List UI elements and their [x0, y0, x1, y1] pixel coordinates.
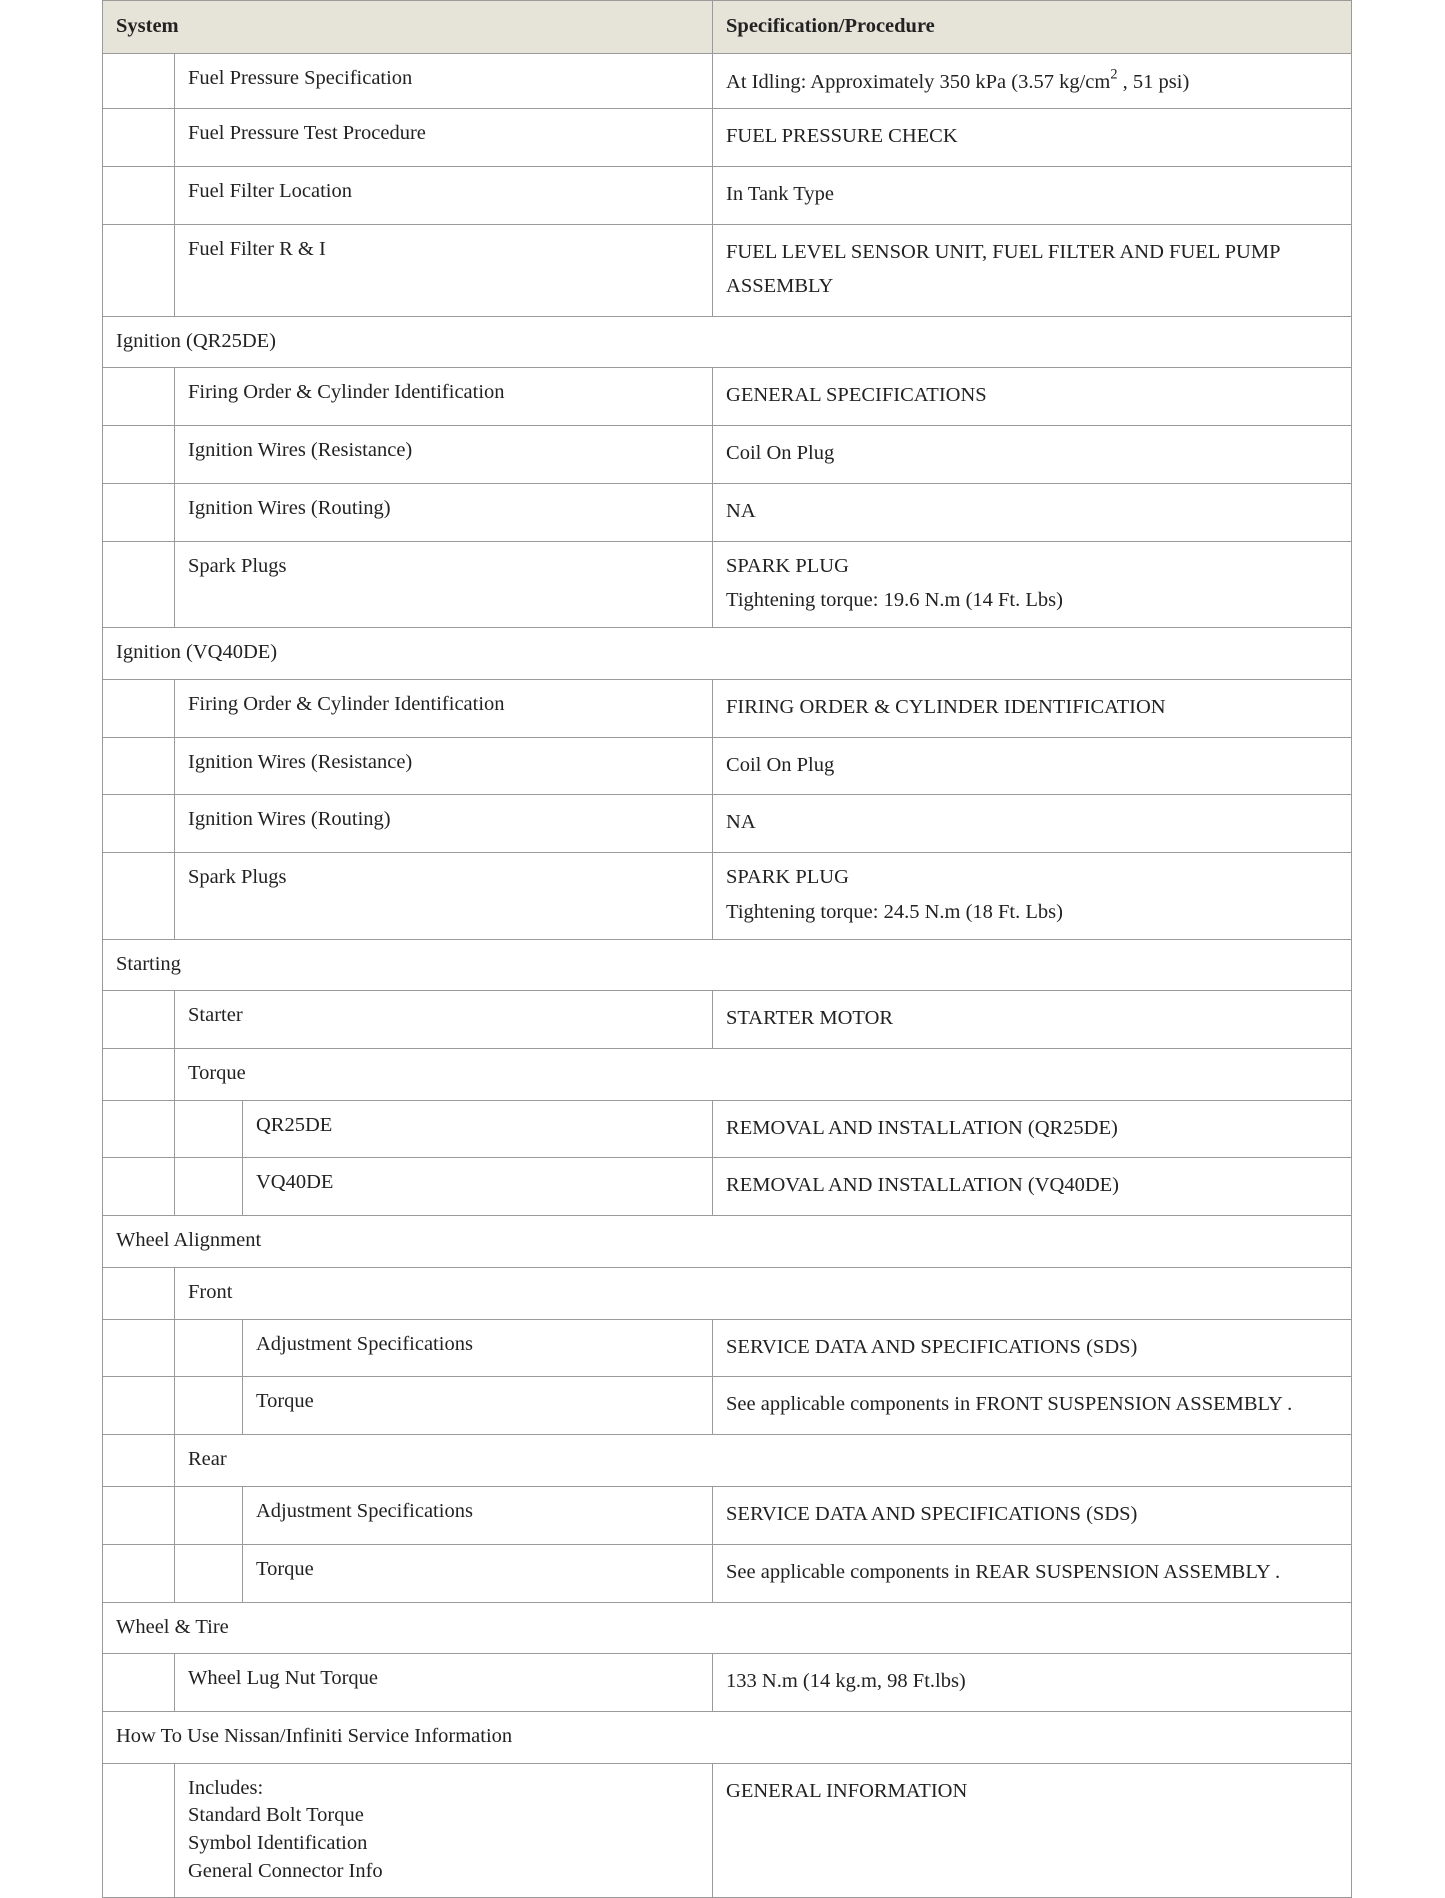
indent-cell: [103, 1319, 175, 1377]
specification-value: [713, 853, 1352, 939]
specification-value: See applicable components in FRONT SUSPENSION ASSEMBLY .: [713, 1377, 1352, 1435]
table-row: [103, 368, 1352, 426]
table-row: [103, 1654, 1352, 1712]
section-heading: How To Use Nissan/Infiniti Service Information: [103, 1712, 1352, 1764]
section-heading: Starting: [103, 939, 1352, 991]
indent-cell: [103, 853, 175, 939]
specification-value: FUEL PRESSURE CHECK: [713, 109, 1352, 167]
indent-cell: [103, 53, 175, 109]
table-row: [103, 991, 1352, 1049]
indent-cell: [175, 1377, 243, 1435]
specification-value: [713, 53, 1352, 109]
indent-cell: [103, 795, 175, 853]
specification-table-body: [103, 1, 1352, 1898]
specification-value: SERVICE DATA AND SPECIFICATIONS (SDS): [713, 1319, 1352, 1377]
specification-value: FUEL LEVEL SENSOR UNIT, FUEL FILTER AND FUEL PUMP ASSEMBLY: [713, 224, 1352, 316]
value-line: Tightening torque: 19.6 N.m (14 Ft. Lbs): [726, 589, 1063, 612]
system-item-label: Torque: [243, 1377, 713, 1435]
section-row: [103, 1435, 1352, 1487]
section-heading: Front: [175, 1267, 1352, 1319]
table-row: [103, 1158, 1352, 1216]
system-item-label: Ignition Wires (Routing): [175, 795, 713, 853]
indent-cell: [103, 1435, 175, 1487]
value-line: SPARK PLUG: [726, 866, 849, 889]
section-row: [103, 939, 1352, 991]
label-line: Standard Bolt Torque: [188, 1804, 364, 1827]
specification-value: See applicable components in REAR SUSPENSION ASSEMBLY .: [713, 1544, 1352, 1602]
table-row: [103, 1319, 1352, 1377]
table-row: [103, 167, 1352, 225]
section-heading: Torque: [175, 1048, 1352, 1100]
indent-cell: [103, 737, 175, 795]
system-item-label: Ignition Wires (Resistance): [175, 426, 713, 484]
table-row: [103, 1377, 1352, 1435]
label-line: Includes:: [188, 1776, 264, 1799]
specification-value: Coil On Plug: [713, 426, 1352, 484]
system-item-label: Torque: [243, 1544, 713, 1602]
system-item-label: Adjustment Specifications: [243, 1486, 713, 1544]
table-row: [103, 53, 1352, 109]
value-line: Tightening torque: 24.5 N.m (18 Ft. Lbs): [726, 900, 1063, 923]
specification-value: SERVICE DATA AND SPECIFICATIONS (SDS): [713, 1486, 1352, 1544]
indent-cell: [175, 1100, 243, 1158]
indent-cell: [103, 368, 175, 426]
table-row: [103, 795, 1352, 853]
section-row: [103, 316, 1352, 368]
indent-cell: [103, 1048, 175, 1100]
table-row: [103, 679, 1352, 737]
table-row: [103, 737, 1352, 795]
indent-cell: [175, 1319, 243, 1377]
specification-value: STARTER MOTOR: [713, 991, 1352, 1049]
specification-value: NA: [713, 795, 1352, 853]
table-row: [103, 224, 1352, 316]
section-row: [103, 1267, 1352, 1319]
indent-cell: [103, 1654, 175, 1712]
table-row: [103, 853, 1352, 939]
system-item-label: QR25DE: [243, 1100, 713, 1158]
specification-value: FIRING ORDER & CYLINDER IDENTIFICATION: [713, 679, 1352, 737]
indent-cell: [103, 1377, 175, 1435]
label-line: Symbol Identification: [188, 1832, 368, 1855]
value-superscript: 2: [1110, 66, 1118, 83]
system-item-label: Spark Plugs: [175, 853, 713, 939]
section-heading: Rear: [175, 1435, 1352, 1487]
section-row: [103, 1602, 1352, 1654]
label-line: General Connector Info: [188, 1859, 383, 1882]
specification-value: REMOVAL AND INSTALLATION (VQ40DE): [713, 1158, 1352, 1216]
section-row: [103, 1712, 1352, 1764]
system-item-label: Firing Order & Cylinder Identification: [175, 679, 713, 737]
indent-cell: [103, 426, 175, 484]
section-heading: Ignition (VQ40DE): [103, 628, 1352, 680]
indent-cell: [103, 1544, 175, 1602]
table-row: [103, 1763, 1352, 1898]
value-line: SPARK PLUG: [726, 554, 849, 577]
specification-value: GENERAL SPECIFICATIONS: [713, 368, 1352, 426]
indent-cell: [175, 1544, 243, 1602]
indent-cell: [103, 991, 175, 1049]
specification-value: NA: [713, 483, 1352, 541]
indent-cell: [103, 1100, 175, 1158]
system-item-label: Adjustment Specifications: [243, 1319, 713, 1377]
indent-cell: [103, 679, 175, 737]
value-text-suffix: , 51 psi): [1117, 70, 1190, 93]
indent-cell: [103, 109, 175, 167]
table-header-row: [103, 1, 1352, 54]
table-row: [103, 426, 1352, 484]
table-row: [103, 109, 1352, 167]
indent-cell: [103, 1267, 175, 1319]
section-row: [103, 1216, 1352, 1268]
system-item-label: Fuel Filter R & I: [175, 224, 713, 316]
table-row: [103, 483, 1352, 541]
table-row: [103, 541, 1352, 627]
section-heading: Ignition (QR25DE): [103, 316, 1352, 368]
value-text: At Idling: Approximately 350 kPa (3.57 kg/cm: [726, 70, 1111, 93]
system-item-label: Spark Plugs: [175, 541, 713, 627]
indent-cell: [175, 1486, 243, 1544]
section-row: [103, 1048, 1352, 1100]
table-row: [103, 1486, 1352, 1544]
system-item-label: VQ40DE: [243, 1158, 713, 1216]
table-row: [103, 1100, 1352, 1158]
header-system: System: [103, 1, 713, 54]
specification-value: 133 N.m (14 kg.m, 98 Ft.lbs): [713, 1654, 1352, 1712]
section-heading: Wheel Alignment: [103, 1216, 1352, 1268]
indent-cell: [103, 1763, 175, 1898]
system-item-label: Starter: [175, 991, 713, 1049]
section-row: [103, 628, 1352, 680]
header-specification-procedure: Specification/Procedure: [713, 1, 1352, 54]
indent-cell: [175, 1158, 243, 1216]
indent-cell: [103, 483, 175, 541]
system-item-label: Ignition Wires (Resistance): [175, 737, 713, 795]
specification-value: REMOVAL AND INSTALLATION (QR25DE): [713, 1100, 1352, 1158]
system-item-label: Ignition Wires (Routing): [175, 483, 713, 541]
specification-table: [102, 0, 1352, 1898]
system-item-label: [175, 1763, 713, 1898]
system-item-label: Fuel Pressure Test Procedure: [175, 109, 713, 167]
indent-cell: [103, 541, 175, 627]
specification-value: In Tank Type: [713, 167, 1352, 225]
specification-value: Coil On Plug: [713, 737, 1352, 795]
indent-cell: [103, 167, 175, 225]
indent-cell: [103, 1486, 175, 1544]
indent-cell: [103, 224, 175, 316]
specification-value: GENERAL INFORMATION: [713, 1763, 1352, 1898]
system-item-label: Firing Order & Cylinder Identification: [175, 368, 713, 426]
table-row: [103, 1544, 1352, 1602]
section-heading: Wheel & Tire: [103, 1602, 1352, 1654]
specification-value: [713, 541, 1352, 627]
system-item-label: Fuel Pressure Specification: [175, 53, 713, 109]
system-item-label: Wheel Lug Nut Torque: [175, 1654, 713, 1712]
indent-cell: [103, 1158, 175, 1216]
system-item-label: Fuel Filter Location: [175, 167, 713, 225]
